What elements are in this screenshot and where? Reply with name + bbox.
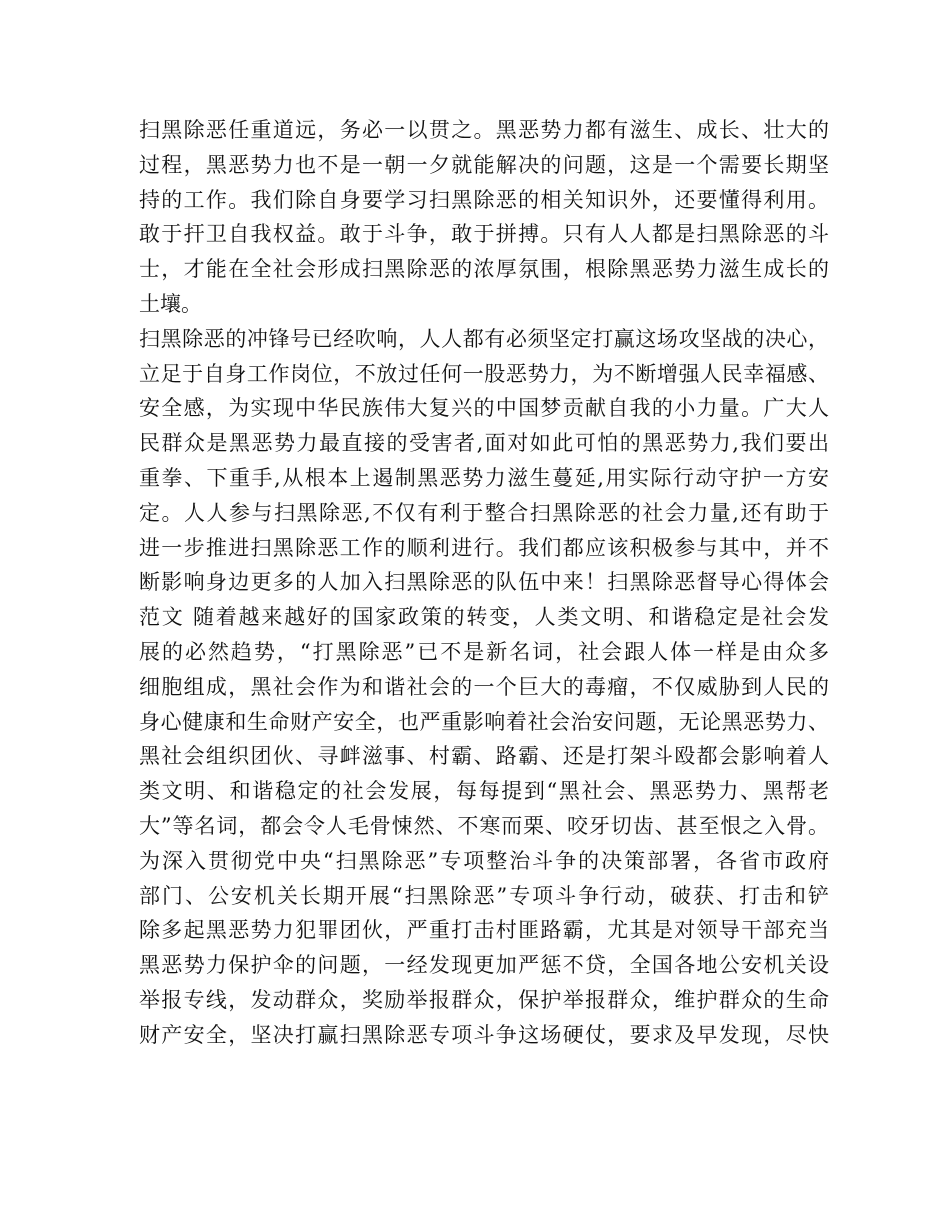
body-text [139,113,829,1053]
text-line: 扫黑除恶任重道远，务必一以贯之。黑恶势力都有滋生、成长、壮大的 [139,118,829,142]
text-line: 重拳、下重手,从根本上遏制黑恶势力滋生蔓延,用实际行动守护一方安 [139,465,829,490]
text-line: 展的必然趋势，“打黑除恶”已不是新名词，社会跟人体一样是由众多 [139,639,829,664]
text-line: 定。人人参与扫黑除恶,不仅有利于整合扫黑除恶的社会力量,还有助于 [139,500,829,525]
text-line: 细胞组成，黑社会作为和谐社会的一个巨大的毒瘤，不仅威胁到人民的 [139,674,829,699]
text-line: 为深入贯彻党中央“扫黑除恶”专项整治斗争的决策部署，各省市政府 [139,848,829,873]
text-line: 黑社会组织团伙、寻衅滋事、村霸、路霸、还是打架斗殴都会影响着人 [139,744,829,769]
text-line: 扫黑除恶的冲锋号已经吹响，人人都有必须坚定打赢这场攻坚战的决心， [139,326,829,351]
text-line: 黑恶势力保护伞的问题，一经发现更加严惩不贷，全国各地公安机关设 [139,953,829,978]
text-line: 财产安全，坚决打赢扫黑除恶专项斗争这场硬仗，要求及早发现，尽快 [139,1022,829,1047]
text-line: 敢于扞卫自我权益。敢于斗争，敢于拼搏。只有人人都是扫黑除恶的斗 [139,222,829,247]
text-line: 士，才能在全社会形成扫黑除恶的浓厚氛围，根除黑恶势力滋生成长的 [139,257,829,282]
text-line: 身心健康和生命财产安全，也严重影响着社会治安问题，无论黑恶势力、 [139,709,829,734]
text-line: 进一步推进扫黑除恶工作的顺利进行。我们都应该积极参与其中，并不 [139,535,829,560]
text-line: 除多起黑恶势力犯罪团伙，严重打击村匪路霸，尤其是对领导干部充当 [139,918,829,943]
text-line: 举报专线，发动群众，奖励举报群众，保护举报群众，维护群众的生命 [139,987,829,1012]
text-line: 持的工作。我们除自身要学习扫黑除恶的相关知识外，还要懂得利用。 [139,187,829,212]
text-line: 过程，黑恶势力也不是一朝一夕就能解决的问题，这是一个需要长期坚 [139,152,829,177]
text-line: 断影响身边更多的人加入扫黑除恶的队伍中来！扫黑除恶督导心得体会 [139,570,829,595]
text-line: 立足于自身工作岗位，不放过任何一股恶势力，为不断增强人民幸福感、 [139,361,829,386]
text-line: 土壤。 [139,291,202,316]
text-line: 部门、公安机关长期开展“扫黑除恶”专项斗争行动，破获、打击和铲 [139,883,829,908]
text-line: 安全感，为实现中华民族伟大复兴的中国梦贡献自我的小力量。广大人 [139,396,829,421]
text-line: 范文 随着越来越好的国家政策的转变，人类文明、和谐稳定是社会发 [139,605,829,630]
text-line: 类文明、和谐稳定的社会发展，每每提到“黑社会、黑恶势力、黑帮老 [139,779,829,804]
text-line: 大”等名词，都会令人毛骨悚然、不寒而栗、咬牙切齿、甚至恨之入骨。 [139,813,829,838]
text-line: 民群众是黑恶势力最直接的受害者,面对如此可怕的黑恶势力,我们要出 [139,431,829,456]
